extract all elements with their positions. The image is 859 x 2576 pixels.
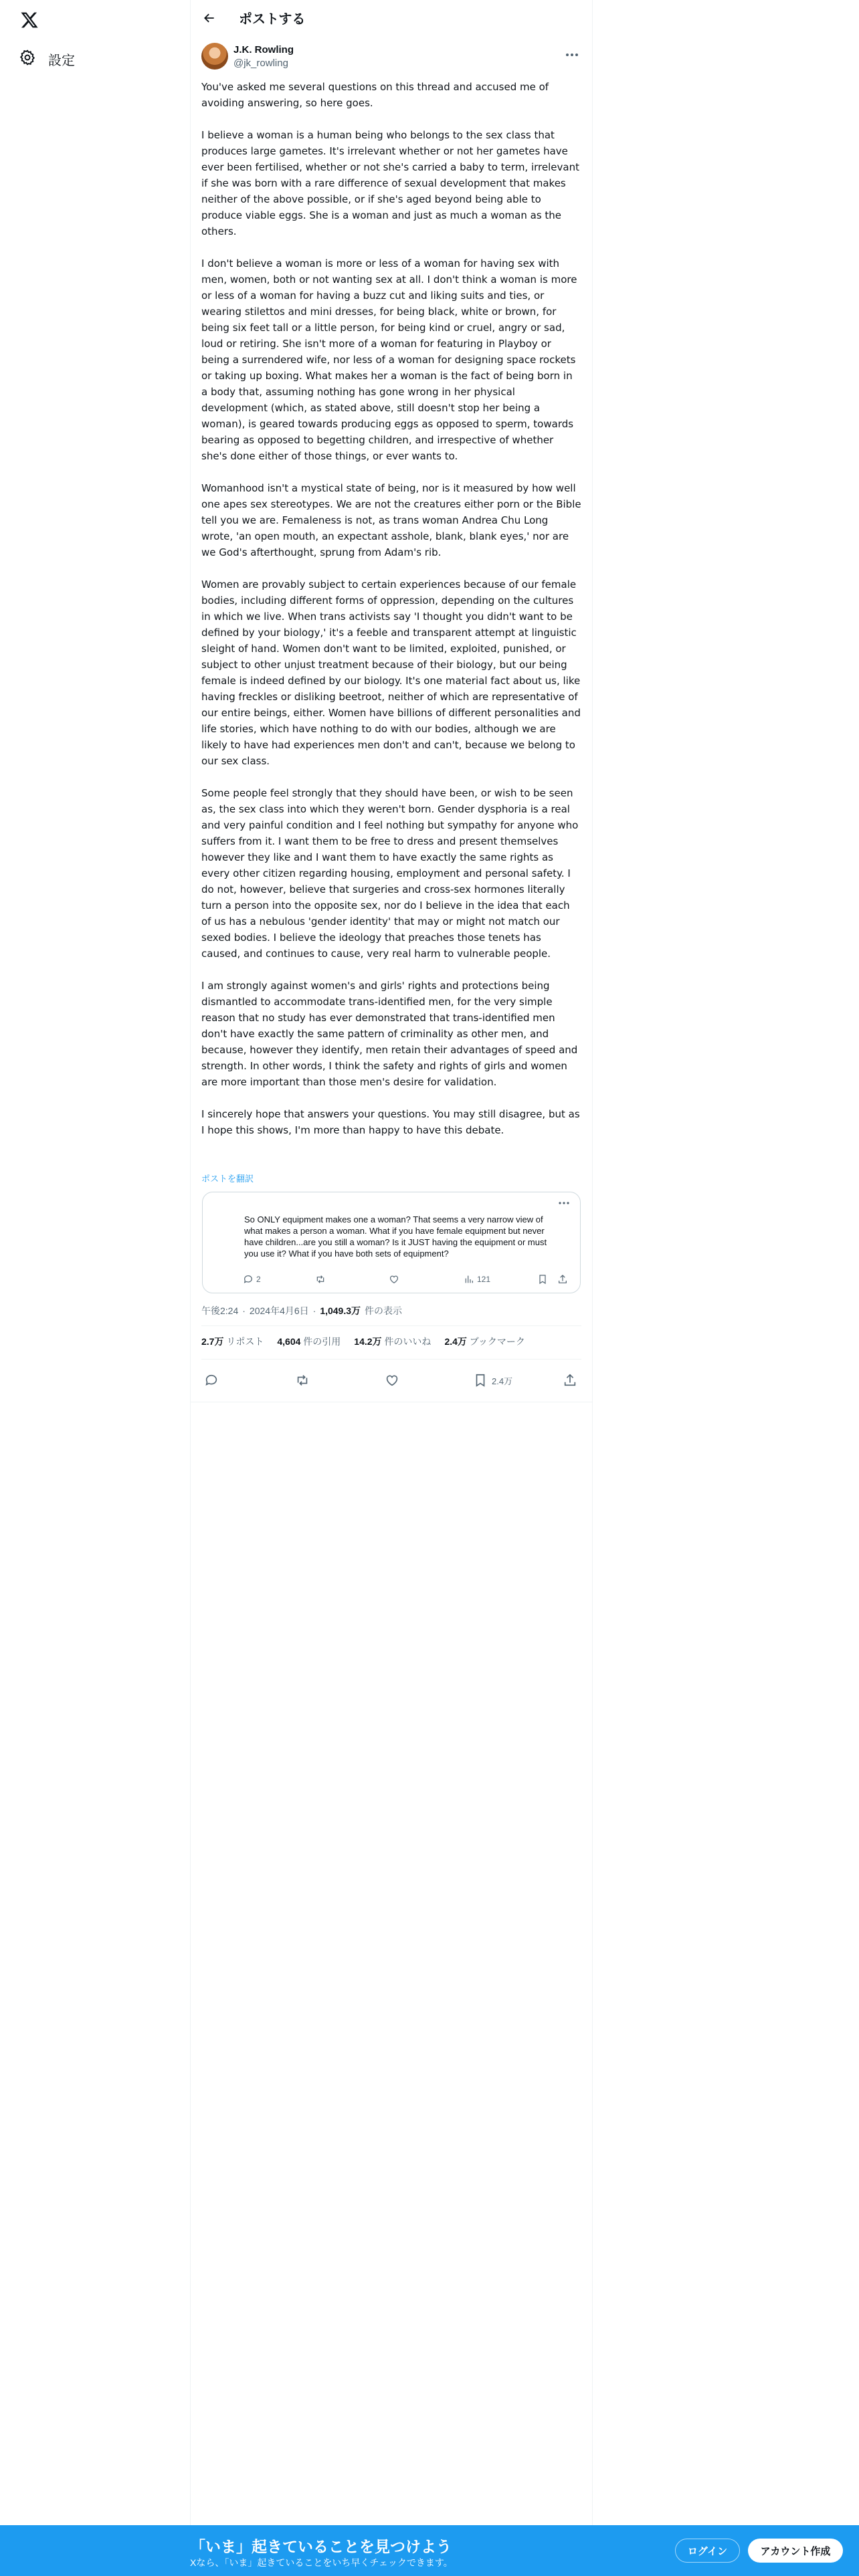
bookmark-button[interactable] (473, 1371, 512, 1390)
author-handle[interactable]: @jk_rowling (233, 58, 288, 69)
quote-repost-button[interactable] (315, 1271, 326, 1287)
quote-views-button[interactable] (464, 1271, 490, 1287)
heart-icon (389, 1274, 399, 1285)
quote-share-button[interactable] (557, 1271, 568, 1287)
quote-reply-button[interactable] (243, 1271, 261, 1287)
divider (201, 1359, 581, 1360)
post-text: You've asked me several questions on this thread and accused me of avoiding answering, so here goes. I believe a woman is a human being who belongs to the sex class that produces large gametes. It's irrelevant whether or not her gametes have ever been fertilised, whether or not she's carried a baby to term, irrelevant if she was born with a rare difference of sexual development that makes neither of the above possible, or if she's aged beyond being able to produce viable eggs. She is a woman and just as much a woman as the others. I don't believe a woman is more or less of a woman for having sex with men, women, both or not wanting sex at all. I don't think a woman is more or less of a woman for having a buzz cut and liking suits and ties, or wearing stilettos and mini dresses, for being black, white or brown, for being six feet tall or a little person, for being kind or cruel, angry or sad, loud or retiring. She isn't more of a woman for featuring in Playboy or being a surrendered wife, nor less of a woman for designing space rockets or taking up boxing. What makes her a woman is the fact of being born in a body that, assuming nothing has gone wrong in her physical development (which, as stated above, still doesn't stop her being a woman), is geared towards producing eggs as opposed to sperm, towards bearing as opposed to begetting children, and irrespective of whether she's done either of those things, or ever wants to. Womanhood isn't a mystical state of being, nor is it measured by how well one apes sex stereotypes. We are not the creatures either porn or the Bible tell you we are. Femaleness is not, as trans woman Andrea Chu Long wrote, 'an open mouth, an expectant asshole, blank, blank eyes,' nor are we God's afterthought, sprung from Adam's rib. Women are provably subject to certain experiences because of our female bodies, including different forms of oppression, depending on the cultures in which we live. When trans activists say 'I thought you didn't want to be defined by your biology,' it's a feeble and transparent attempt at linguistic sleight of hand. Women don't want to be limited, exploited, punished, or subject to other unjust treatment because of their biology, but our being female is indeed defined by our biology. It's one material fact about us, like having freckles or disliking beetroot, neither of which are representative of our entire beings, either. Women have billions of different personalities and life stories, which have nothing to do with our bodies, although we are likely to have had experiences men don't and can't, because we belong to our sex class. Some people feel strongly that they should have been, or wish to be seen as, the sex class into which they weren't born. Gender dysphoria is a real and very painful condition and I feel nothing but sympathy for anyone who suffers from it. I want them to be free to dress and present themselves however they like and I want them to have exactly the same rights as every other citizen regarding housing, employment and personal safety. I do not, however, believe that surgeries and cross-sex hormones literally turn a person into the opposite sex, nor do I believe in the idea that each of us has a nebulous 'gender identity' that may or might not match our sexed bodies. I believe the ideology that preaches those tenets has caused, and continues to cause, very real harm to vulnerable people. I am strongly against women's and girls' rights and protections being dismantled to accommodate trans-identified men, for the very simple reason that no study has ever demonstrated that trans-identified men don't have exactly the same pattern of criminality as other men, and because, however they identify, men retain their advantages of speed and strength. In other words, I think the safety and rights of girls and women are more important than those men's desire for validation. I sincerely hope that answers your questions. You may still disagree, but as I hope this shows, I'm more than happy to have this debate. (201, 81, 581, 1136)
view-count: 1,049.3万 (320, 1305, 361, 1316)
more-horizontal-icon[interactable] (556, 1196, 572, 1210)
nav-settings-label: 設定 (48, 53, 75, 68)
post-date[interactable]: 2024年4月6日 (249, 1305, 309, 1316)
signup-banner (0, 2525, 859, 2576)
post-author (201, 43, 581, 72)
repost-icon (315, 1274, 326, 1285)
share-button[interactable] (563, 1371, 577, 1390)
stat-quotes[interactable]: 4,604 件の引用 (277, 1336, 341, 1347)
nav-settings[interactable] (11, 43, 83, 75)
reply-icon (204, 1373, 219, 1388)
repost-icon (295, 1373, 310, 1388)
quote-like-button[interactable] (389, 1271, 399, 1287)
repost-button[interactable] (295, 1371, 310, 1390)
bookmark-count: 2.4万 (492, 1376, 513, 1386)
views-chart-icon (464, 1274, 474, 1285)
post-stats (201, 1335, 525, 1348)
quoted-post[interactable] (202, 1192, 581, 1293)
post-actions (201, 1366, 581, 1395)
left-navigation (0, 0, 190, 2576)
divider (201, 1325, 581, 1326)
share-icon (563, 1373, 577, 1388)
heart-icon (385, 1373, 399, 1388)
banner-subtext: Xなら、「いま」起きていることをいち早くチェックできます。 (190, 2557, 453, 2568)
gear-icon (19, 49, 36, 70)
banner-headline: 「いま」起きていることを見つけよう (190, 2538, 452, 2555)
view-label: 件の表示 (365, 1305, 403, 1316)
more-horizontal-icon[interactable] (563, 45, 581, 64)
bookmark-icon (473, 1373, 488, 1388)
page-title: ポストする (239, 12, 306, 27)
post-time[interactable]: 午後2:24 (201, 1305, 239, 1316)
translate-link[interactable]: ポストを翻訳 (201, 1174, 254, 1184)
signup-button[interactable]: アカウント作成 (748, 2539, 843, 2563)
quoted-post-actions (243, 1271, 571, 1287)
author-name[interactable]: J.K. Rowling (233, 44, 294, 56)
quote-bookmark-button[interactable] (537, 1271, 548, 1287)
arrow-left-icon[interactable] (201, 10, 217, 26)
login-button[interactable]: ログイン (675, 2539, 740, 2563)
quote-reply-count: 2 (256, 1275, 261, 1284)
main-column (190, 0, 593, 2576)
post-meta: 午後2:24 · 2024年4月6日 · 1,049.3万 件の表示 (201, 1305, 403, 1316)
x-logo-icon[interactable] (16, 7, 43, 33)
page-header (191, 0, 592, 35)
quote-view-count: 121 (477, 1275, 491, 1284)
like-button[interactable] (385, 1371, 399, 1390)
stat-bookmarks[interactable]: 2.4万 ブックマーク (444, 1336, 525, 1347)
quoted-post-text: So ONLY equipment makes one a woman? That seems a very narrow view of what makes a person a woman. What if you have female equipment but never have children...are you still a woman? Is it JUST having the equipment or must you use it? What if you have both sets of equipment? (244, 1214, 547, 1259)
stat-reposts[interactable]: 2.7万 リポスト (201, 1336, 264, 1347)
avatar[interactable] (201, 43, 228, 70)
bookmark-icon (537, 1274, 548, 1285)
reply-icon (243, 1274, 254, 1285)
share-icon (557, 1274, 568, 1285)
stat-likes[interactable]: 14.2万 件のいいね (354, 1336, 432, 1347)
reply-button[interactable] (204, 1371, 219, 1390)
